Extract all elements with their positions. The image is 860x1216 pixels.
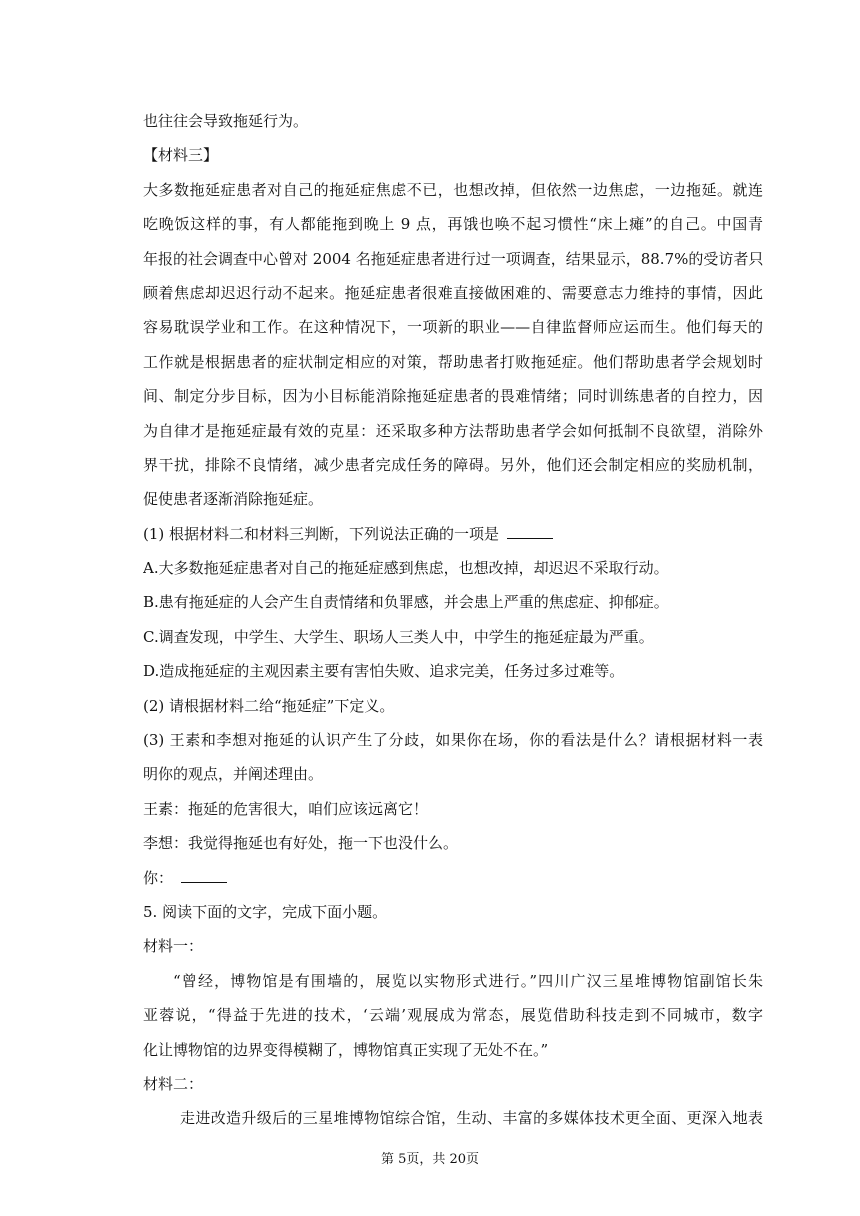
line-text: 容易耽误学业和工作。在这种情况下，一项新的职业——自律监督师应运而生。他们每天的 <box>143 318 763 337</box>
text-line <box>143 310 763 344</box>
text-line <box>143 792 763 826</box>
text-line <box>143 620 763 654</box>
line-text: 走进改造升级后的三星堆博物馆综合馆，生动、丰富的多媒体技术更全面、更深入地表 <box>180 1109 763 1128</box>
text-line <box>143 448 763 482</box>
text-line <box>143 689 763 723</box>
text-line <box>143 1101 763 1135</box>
line-text: 吃晚饭这样的事，有人都能拖到晚上 9 点，再饿也唤不起习惯性“床上瘫”的自己。中国青 <box>143 215 763 234</box>
text-line <box>143 998 763 1032</box>
text-line <box>143 379 763 413</box>
line-text: 也往往会导致拖延行为。 <box>143 112 309 130</box>
answer-blank[interactable] <box>507 524 553 539</box>
text-line <box>143 276 763 310</box>
line-text: 王素：拖延的危害很大，咱们应该远离它！ <box>143 799 429 818</box>
text-line <box>143 551 763 585</box>
text-line <box>143 242 763 276</box>
line-text: 你： <box>143 868 174 887</box>
text-line <box>143 861 763 895</box>
line-text: 界干扰，排除不良情绪，减少患者完成任务的障碍。另外，他们还会制定相应的奖励机制， <box>143 455 763 474</box>
line-text: 5. 阅读下面的文字，完成下面小题。 <box>143 902 388 921</box>
line-text: 明你的观点，并阐述理由。 <box>143 765 324 784</box>
line-text: (3) 王素和李想对拖延的认识产生了分歧，如果你在场，你的看法是什么？请根据材料一表 <box>143 731 763 750</box>
line-text: 亚蓉说，“得益于先进的技术，‘云端’观展成为常态，展览借助科技走到不同城市，数字 <box>143 1006 763 1025</box>
line-text: 年报的社会调查中心曾对 2004 名拖延症患者进行过一项调查，结果显示，88.7%的受访者只 <box>143 249 763 268</box>
line-text: 李想：我觉得拖延也有好处，拖一下也没什么。 <box>143 834 459 853</box>
line-text: 为自律才是拖延症最有效的克星：还采取多种方法帮助患者学会如何抵制不良欲望，消除外 <box>143 421 763 440</box>
line-text: 工作就是根据患者的症状制定相应的对策，帮助患者打败拖延症。他们帮助患者学会规划时 <box>143 352 763 371</box>
line-text: 化让博物馆的边界变得模糊了，博物馆真正实现了无处不在。” <box>143 1040 549 1059</box>
text-line <box>143 138 763 172</box>
line-text: 材料一： <box>143 937 204 956</box>
text-line <box>143 345 763 379</box>
text-line <box>143 207 763 241</box>
line-text: C.调查发现，中学生、大学生、职场人三类人中，中学生的拖延症最为严重。 <box>143 627 654 646</box>
line-text: (1) 根据材料二和材料三判断，下列说法正确的一项是 <box>143 524 500 543</box>
line-text: 大多数拖延症患者对自己的拖延症焦虑不已，也想改掉，但依然一边焦虑，一边拖延。就连 <box>143 180 763 199</box>
line-text: (2) 请根据材料二给“拖延症”下定义。 <box>143 696 395 715</box>
answer-blank[interactable] <box>181 868 227 883</box>
text-line <box>143 482 763 516</box>
text-line <box>143 414 763 448</box>
text-line <box>143 964 763 998</box>
line-text: 【材料三】 <box>143 146 219 165</box>
line-text: 顾着焦虑却迟迟行动不起来。拖延症患者很难直接做困难的、需要意志力维持的事情，因此 <box>143 283 763 302</box>
text-line <box>143 826 763 860</box>
line-text: “曾经，博物馆是有围墙的，展览以实物形式进行。”四川广汉三星堆博物馆副馆长朱 <box>173 971 763 990</box>
text-line <box>143 654 763 688</box>
text-line <box>143 929 763 963</box>
text-line <box>143 173 763 207</box>
text-line <box>143 104 763 138</box>
document-body <box>143 104 763 1136</box>
line-text: B.患有拖延症的人会产生自责情绪和负罪感，并会患上严重的焦虑症、抑郁症。 <box>143 593 669 612</box>
line-text: 间、制定分步目标，因为小目标能消除拖延症患者的畏难情绪；同时训练患者的自控力，因 <box>143 387 763 406</box>
text-line <box>143 517 763 551</box>
text-line <box>143 1067 763 1101</box>
text-line <box>143 895 763 929</box>
line-text: 材料二： <box>143 1074 204 1093</box>
line-text: A.大多数拖延症患者对自己的拖延症感到焦虑，也想改掉，却迟迟不采取行动。 <box>143 559 669 578</box>
text-line <box>143 723 763 757</box>
text-line <box>143 757 763 791</box>
line-text: 促使患者逐渐消除拖延症。 <box>143 490 324 509</box>
page-footer: 第 5页，共 20页 <box>380 1152 480 1167</box>
text-line <box>143 585 763 619</box>
line-text: D.造成拖延症的主观因素主要有害怕失败、追求完美，任务过多过难等。 <box>143 662 625 681</box>
text-line <box>143 1033 763 1067</box>
